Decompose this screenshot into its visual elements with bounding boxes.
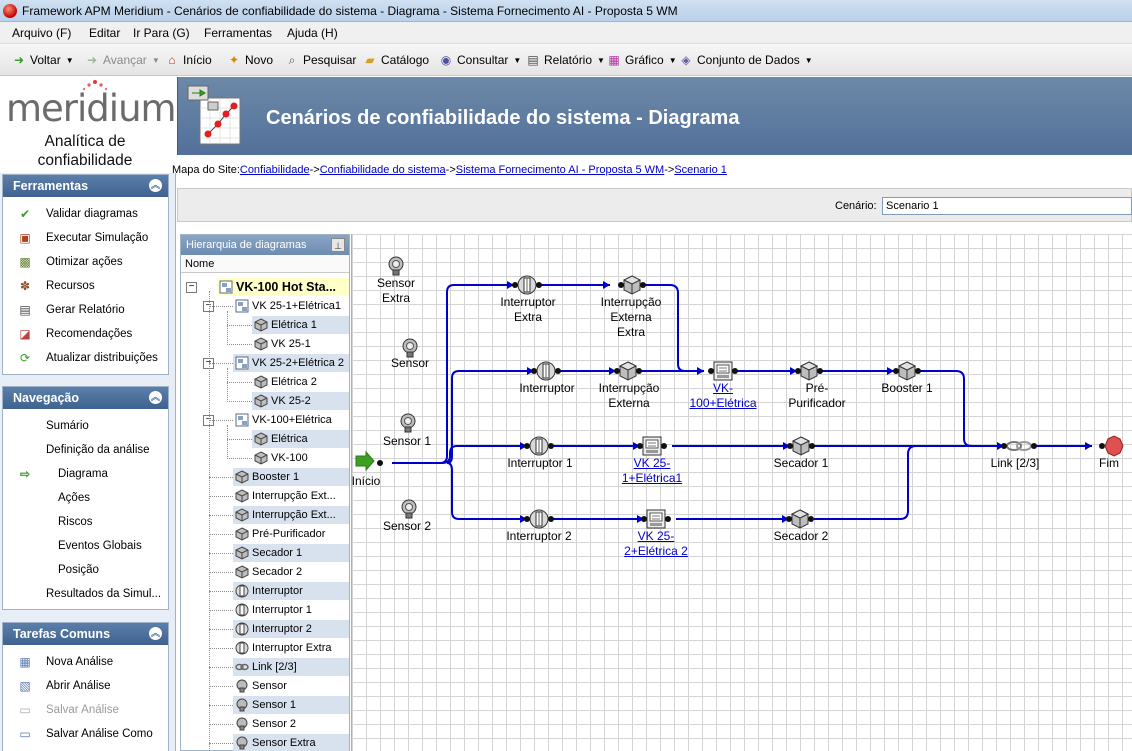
chevron-down-icon: ▼ [513, 55, 522, 65]
tasks-panel-title: Tarefas Comuns [13, 627, 111, 641]
new-label: Novo [245, 53, 274, 67]
tree-connector [209, 705, 233, 706]
tree-node[interactable] [252, 373, 349, 391]
home-label: Início [183, 53, 212, 67]
nav-riscos[interactable]: Riscos [58, 516, 93, 528]
scenario-bar [177, 188, 1132, 222]
node-port[interactable] [524, 443, 530, 449]
recommendations-icon: ◪ [19, 327, 31, 341]
secador2-label: Secador 2 [773, 529, 829, 543]
tree-connector [209, 648, 233, 649]
menu-ferramentas[interactable]: Ferramentas [204, 26, 273, 40]
sensor2-node[interactable] [402, 500, 416, 518]
flow-arrowhead [887, 367, 894, 375]
sensor1-label: Sensor 1 [382, 434, 432, 448]
interrupcao-externa-extra-label: Interrupção Externa Extra [600, 295, 662, 339]
resources-icon: ✽ [19, 279, 31, 293]
graph-label: Gráfico [625, 53, 664, 67]
tree-connector [209, 534, 233, 535]
catalog-button[interactable] [363, 52, 429, 68]
sensor-label: Sensor [390, 356, 430, 370]
report-button[interactable] [526, 52, 605, 68]
tools-panel [2, 174, 169, 375]
forward-arrow-icon: ➜ [86, 53, 98, 67]
menu-editar[interactable]: Editar [89, 26, 121, 40]
node-port[interactable] [637, 443, 643, 449]
tree-node-label: VK-100 Hot Sta... [236, 280, 337, 294]
interrupcao-externa-extra-node[interactable] [624, 276, 640, 294]
pre-purificador-label: Pré- Purificador [788, 381, 846, 410]
tree-node[interactable] [233, 715, 349, 733]
task-salvar[interactable]: Salvar Análise [46, 704, 119, 716]
component-cube-icon [254, 432, 268, 446]
diagram-icon [219, 280, 233, 294]
switch-icon [235, 622, 249, 636]
tree-connector [209, 686, 233, 687]
tree-node[interactable] [233, 734, 349, 751]
tree-node[interactable] [233, 582, 349, 600]
nav-eventos[interactable]: Eventos Globais [58, 540, 142, 552]
graph-icon: ▦ [608, 53, 620, 67]
tree-connector [209, 363, 233, 364]
tree-connector [209, 291, 210, 751]
tree-connector [209, 420, 233, 421]
tools-panel-header[interactable] [3, 175, 168, 197]
tasks-panel [2, 622, 169, 751]
diagram-icon [235, 356, 249, 370]
pin-icon[interactable]: ⊥ [331, 238, 345, 252]
tree-node[interactable] [233, 601, 349, 619]
tree-node[interactable] [233, 487, 349, 505]
menu-bar [0, 22, 1132, 44]
node-port[interactable] [893, 368, 899, 374]
flow-arrowhead [603, 281, 610, 289]
tree-node-label: Pré-Purificador [252, 528, 326, 540]
interrupcao-externa-label: Interrupção Externa [598, 381, 660, 410]
report-label: Relatório [544, 53, 593, 67]
interruptor-label: Interruptor [519, 381, 575, 395]
menu-ir-para[interactable]: Ir Para (G) [133, 26, 190, 40]
breadcrumb-link-confiabilidade-sistema[interactable]: Confiabilidade do sistema [319, 164, 446, 176]
interruptor2-label: Interruptor 2 [506, 529, 572, 543]
tree-node[interactable] [233, 677, 349, 695]
component-cube-icon [235, 470, 249, 484]
link-label: Link [2/3] [990, 456, 1040, 470]
back-label: Voltar [30, 53, 61, 67]
nav-diagrama[interactable]: Diagrama [58, 468, 108, 480]
tree-connector [209, 553, 233, 554]
tasks-panel-header[interactable] [3, 623, 168, 645]
sensor-node[interactable] [403, 339, 417, 357]
node-port[interactable] [808, 516, 814, 522]
tree-connector [227, 401, 252, 402]
node-port[interactable] [636, 368, 642, 374]
save-icon: ▭ [19, 703, 31, 717]
folder-icon: ▰ [365, 53, 375, 67]
tree-node[interactable] [233, 468, 349, 486]
start-label: Início [351, 474, 381, 488]
node-port[interactable] [661, 443, 667, 449]
tool-relatorio[interactable]: Gerar Relatório [46, 304, 125, 316]
vk100-eletrica-node[interactable] [714, 362, 732, 380]
tree-node-label: VK 25-2 [271, 395, 311, 407]
diagram-drawing [352, 234, 1132, 751]
tree-node-label: Elétrica [271, 433, 308, 445]
breadcrumb [172, 164, 1132, 180]
forward-label: Avançar [103, 53, 147, 67]
tree-node-label: Secador 1 [252, 547, 303, 559]
tree-node-label: Sensor 2 [252, 718, 297, 730]
node-port[interactable] [786, 516, 792, 522]
tree-node[interactable] [233, 639, 349, 657]
node-port[interactable] [536, 282, 542, 288]
tree-connector [227, 425, 228, 459]
save-as-icon: ▭ [19, 727, 31, 741]
nav-acoes[interactable]: Ações [58, 492, 90, 504]
title-bar [0, 0, 1132, 22]
breadcrumb-separator: -> [309, 164, 320, 176]
navigation-panel-title: Navegação [13, 391, 80, 405]
secador2-node[interactable] [792, 510, 808, 528]
query-label: Consultar [457, 53, 509, 67]
collapse-icon[interactable]: ︽ [150, 392, 160, 402]
component-cube-icon [235, 546, 249, 560]
report-icon: ▤ [527, 53, 539, 67]
interruptor-node[interactable] [537, 362, 555, 380]
interruptor-extra-node[interactable] [518, 276, 536, 294]
column-header-nome[interactable]: Nome [181, 255, 349, 273]
tree-root-node[interactable] [217, 278, 349, 296]
tree-node-label: VK-100 [271, 452, 308, 464]
scenario-select[interactable]: Scenario 1 [882, 197, 1132, 215]
tree-connector [209, 629, 233, 630]
task-nova[interactable]: Nova Análise [46, 656, 114, 668]
tree-node-label: Sensor [252, 680, 287, 692]
node-port[interactable] [618, 282, 624, 288]
tree-connector [209, 515, 233, 516]
tool-executar[interactable]: Executar Simulação [46, 232, 149, 244]
tree-node[interactable] [252, 392, 349, 410]
app-icon [3, 4, 17, 18]
new-button[interactable] [227, 52, 273, 68]
component-cube-icon [254, 375, 268, 389]
sensor1-node[interactable] [401, 414, 415, 432]
nav-sumario[interactable]: Sumário [46, 420, 89, 432]
vk25-2-link[interactable]: VK 25- 2+Elétrica 2 [624, 529, 688, 558]
node-port[interactable] [665, 516, 671, 522]
switch-icon [235, 641, 249, 655]
tree-connector [209, 743, 233, 744]
component-cube-icon [235, 565, 249, 579]
node-port[interactable] [1001, 443, 1007, 449]
nav-resultados[interactable]: Resultados da Simul... [46, 588, 162, 600]
new-star-icon: ✦ [228, 53, 240, 67]
tree-connector [209, 306, 233, 307]
vk25-2-node[interactable] [647, 510, 665, 528]
new-analysis-icon: ▦ [19, 655, 31, 669]
node-port[interactable] [614, 368, 620, 374]
switch-icon [235, 603, 249, 617]
tree-node[interactable] [252, 430, 349, 448]
diagram-hierarchy-panel [180, 234, 350, 751]
tree-node-label: Interruptor Extra [252, 642, 332, 654]
hierarchy-title: Hierarquia de diagramas [186, 239, 307, 251]
node-port[interactable] [548, 443, 554, 449]
tree-connector [209, 477, 233, 478]
interruptor-extra-label: Interruptor Extra [500, 295, 556, 324]
component-cube-icon [254, 337, 268, 351]
tree-node-label: VK 25-1+Elétrica1 [252, 300, 341, 312]
component-cube-icon [235, 489, 249, 503]
component-cube-icon [254, 318, 268, 332]
end-node[interactable] [1099, 436, 1123, 456]
node-port[interactable] [732, 368, 738, 374]
collapse-toggle-icon[interactable]: − [203, 301, 214, 312]
node-port[interactable] [915, 368, 921, 374]
sensor-icon [235, 698, 249, 712]
node-port[interactable] [555, 368, 561, 374]
node-port[interactable] [640, 282, 646, 288]
collapse-icon[interactable]: ︽ [150, 628, 160, 638]
tree-node[interactable] [233, 563, 349, 581]
node-port[interactable] [524, 516, 530, 522]
open-analysis-icon: ▧ [19, 679, 31, 693]
diagram-icon [235, 413, 249, 427]
link-node[interactable] [1007, 442, 1031, 450]
tree-node[interactable] [233, 506, 349, 524]
tree-node[interactable] [252, 449, 349, 467]
nav-posicao[interactable]: Posição [58, 564, 99, 576]
home-button[interactable] [165, 52, 212, 68]
collapse-toggle-icon[interactable]: − [203, 358, 214, 369]
node-port[interactable] [1031, 443, 1037, 449]
diagram-icon [235, 299, 249, 313]
node-port[interactable] [787, 443, 793, 449]
menu-ajuda[interactable]: Ajuda (H) [287, 26, 338, 40]
collapse-toggle-icon[interactable]: − [186, 282, 197, 293]
task-salvar-como[interactable]: Salvar Análise Como [46, 728, 153, 740]
sensor-extra-node[interactable] [389, 257, 403, 275]
vk25-1-link[interactable]: VK 25- 1+Elétrica1 [621, 456, 683, 485]
tools-panel-title: Ferramentas [13, 179, 89, 193]
tree-node[interactable] [233, 411, 349, 429]
hierarchy-tree [181, 275, 349, 751]
vk25-1-node[interactable] [643, 437, 661, 455]
component-cube-icon [254, 394, 268, 408]
node-port[interactable] [548, 516, 554, 522]
sensor-icon [235, 736, 249, 750]
tool-atualizar[interactable]: Atualizar distribuições [46, 352, 158, 364]
back-arrow-icon: ➜ [13, 53, 25, 67]
tree-connector [227, 458, 252, 459]
tree-node-label: Elétrica 1 [271, 319, 317, 331]
tree-node[interactable] [233, 354, 349, 372]
breadcrumb-prefix: Mapa do Site: [172, 164, 240, 176]
dataset-label: Conjunto de Dados [697, 53, 800, 67]
tree-node-label: Link [2/3] [252, 661, 297, 673]
diagram-canvas[interactable] [351, 234, 1132, 751]
tree-node-label: Interruptor [252, 585, 303, 597]
tree-node-label: Interruptor 1 [252, 604, 312, 616]
pre-purificador-node[interactable] [801, 362, 817, 380]
home-icon: ⌂ [168, 53, 176, 67]
tree-node-label: Interrupção Ext... [252, 509, 336, 521]
forward-button[interactable] [85, 52, 160, 68]
search-label: Pesquisar [303, 53, 357, 67]
node-port[interactable] [795, 368, 801, 374]
diagram-header-icon [186, 84, 242, 146]
search-button[interactable] [285, 52, 356, 68]
tree-connector [227, 311, 228, 345]
navigation-panel [2, 386, 169, 610]
sensor-icon [235, 717, 249, 731]
navigation-panel-header[interactable] [3, 387, 168, 409]
tree-node-label: VK 25-2+Elétrica 2 [252, 357, 345, 369]
chevron-down-icon: ▼ [151, 55, 160, 65]
report-icon: ▤ [19, 303, 31, 317]
back-button[interactable] [12, 52, 74, 68]
simulation-icon: ▣ [19, 231, 31, 245]
tool-recursos[interactable]: Recursos [46, 280, 95, 292]
flow-connector [814, 446, 952, 519]
booster1-label: Booster 1 [881, 381, 933, 395]
component-cube-icon [235, 508, 249, 522]
tool-recomendacoes[interactable]: Recomendações [46, 328, 133, 340]
query-icon: ◉ [440, 53, 452, 67]
tree-node-label: VK-100+Elétrica [252, 414, 332, 426]
collapse-icon[interactable]: ︽ [150, 180, 160, 190]
tree-node-label: Sensor Extra [252, 737, 316, 749]
tree-node-label: Sensor 1 [252, 699, 297, 711]
toolbar [0, 44, 1132, 76]
tree-node-label: VK 25-1 [271, 338, 311, 350]
breadcrumb-link-scenario[interactable]: Scenario 1 [674, 164, 727, 176]
chevron-down-icon: ▼ [65, 55, 74, 65]
query-button[interactable] [439, 52, 521, 68]
flow-arrowhead [697, 367, 704, 375]
sensor2-label: Sensor 2 [382, 519, 432, 533]
tree-node[interactable] [233, 620, 349, 638]
tree-connector [209, 667, 233, 668]
node-port[interactable] [512, 282, 518, 288]
tree-node[interactable] [252, 316, 349, 334]
tool-otimizar[interactable]: Otimizar ações [46, 256, 123, 268]
node-port[interactable] [531, 368, 537, 374]
hierarchy-header [181, 235, 349, 255]
scenario-label: Cenário: [835, 200, 877, 212]
tree-connector [209, 610, 233, 611]
logo-area [0, 77, 176, 173]
catalog-label: Catálogo [381, 53, 430, 67]
chevron-down-icon: ▼ [597, 55, 605, 65]
breadcrumb-link-confiabilidade[interactable]: Confiabilidade [239, 164, 310, 176]
window-title: Framework APM Meridium - Cenários de confiabilidade do sistema - Diagrama - Sistema Fornecimento AI - Proposta 5 WM [22, 4, 678, 18]
tree-node-label: Secador 2 [252, 566, 303, 578]
module-title-line1: Analítica de [44, 133, 126, 150]
tree-node[interactable] [252, 335, 349, 353]
tree-connector [227, 344, 252, 345]
tree-node[interactable] [233, 658, 349, 676]
interrupcao-externa-node[interactable] [620, 362, 636, 380]
breadcrumb-separator: -> [445, 164, 456, 176]
search-icon: ⌕ [288, 53, 296, 67]
update-icon: ⟳ [19, 351, 31, 365]
tree-connector [209, 496, 233, 497]
secador1-node[interactable] [793, 437, 809, 455]
collapse-toggle-icon[interactable]: − [203, 415, 214, 426]
optimize-icon: ▩ [19, 255, 31, 269]
task-abrir[interactable]: Abrir Análise [46, 680, 111, 692]
link-icon [235, 660, 249, 674]
page-header [177, 77, 1132, 155]
page-title: Cenários de confiabilidade do sistema - Diagrama [266, 107, 740, 129]
secador1-label: Secador 1 [773, 456, 829, 470]
node-port[interactable] [708, 368, 714, 374]
dataset-icon: ◈ [681, 53, 691, 67]
sensor-extra-label: Sensor Extra [376, 276, 416, 305]
current-arrow-icon: ⇨ [19, 467, 31, 481]
tree-node[interactable] [233, 297, 349, 315]
breadcrumb-separator: -> [664, 164, 675, 176]
flow-arrowhead [1085, 442, 1092, 450]
chevron-down-icon: ▼ [804, 55, 813, 65]
tree-connector [227, 325, 252, 326]
tree-connector [209, 724, 233, 725]
booster1-node[interactable] [899, 362, 915, 380]
switch-icon [235, 584, 249, 598]
chevron-down-icon: ▼ [668, 55, 677, 65]
tree-connector [227, 439, 252, 440]
tree-connector [209, 591, 233, 592]
check-icon: ✔ [19, 207, 31, 221]
module-title-line2: confiabilidade [37, 152, 133, 169]
vk100-eletrica-link[interactable]: VK- 100+Elétrica [689, 381, 757, 410]
node-port[interactable] [641, 516, 647, 522]
flow-connector [447, 463, 527, 519]
dataset-button[interactable] [679, 52, 813, 68]
tree-connector [209, 572, 233, 573]
menu-arquivo[interactable]: Arquivo (F) [12, 26, 72, 40]
tree-node-label: Elétrica 2 [271, 376, 317, 388]
tree-node-label: Interrupção Ext... [252, 490, 336, 502]
tool-validar[interactable]: Validar diagramas [46, 208, 138, 220]
tree-node[interactable] [233, 525, 349, 543]
tree-node[interactable] [233, 696, 349, 714]
breadcrumb-link-sistema[interactable]: Sistema Fornecimento AI - Proposta 5 WM [455, 164, 665, 176]
interruptor1-label: Interruptor 1 [507, 456, 573, 470]
start-node[interactable] [356, 452, 383, 470]
graph-button[interactable] [607, 52, 677, 68]
interruptor2-node[interactable] [530, 510, 548, 528]
end-label: Fim [1099, 456, 1119, 470]
logo-wordmark: meridium [6, 87, 176, 130]
component-cube-icon [254, 451, 268, 465]
tree-node-label: Interruptor 2 [252, 623, 312, 635]
tree-node-label: Booster 1 [252, 471, 300, 483]
sensor-icon [235, 679, 249, 693]
interruptor1-node[interactable] [530, 437, 548, 455]
tree-connector [227, 368, 228, 402]
nav-definicao[interactable]: Definição da análise [46, 444, 150, 456]
component-cube-icon [235, 527, 249, 541]
node-port[interactable] [817, 368, 823, 374]
node-port[interactable] [809, 443, 815, 449]
tree-node[interactable] [233, 544, 349, 562]
module-title [0, 132, 170, 170]
tree-connector [227, 382, 252, 383]
